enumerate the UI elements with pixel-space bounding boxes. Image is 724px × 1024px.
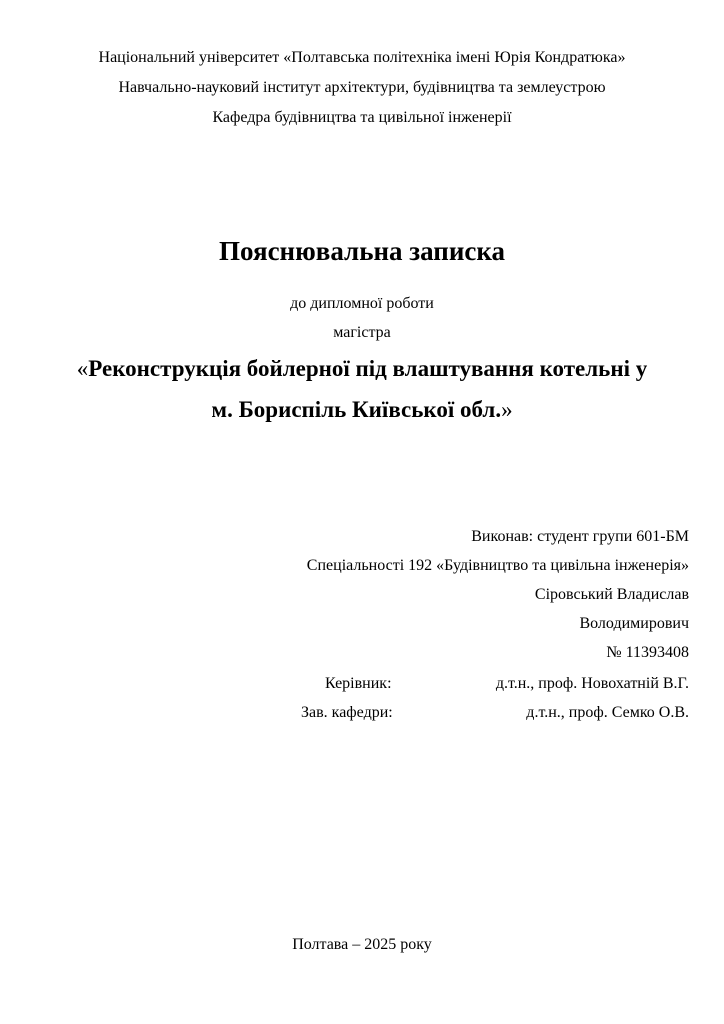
head-of-department-label: Зав. кафедри: [301, 704, 393, 721]
institute-name: Навчально-науковий інститут архітектури, будівництва та землеустрою [118, 79, 606, 96]
topic-text-1: Реконструкція бойлерної під влаштування котельні у [88, 356, 648, 381]
topic-text-2: м. Бориспіль Київської обл. [211, 397, 502, 422]
department-name: Кафедра будівництва та цивільної інженерії [212, 109, 512, 126]
university-name: Національний університет «Полтавська політехніка імені Юрія Кондратюка» [98, 49, 626, 66]
topic-line-1 [0, 354, 724, 384]
document-subtitle-work: до дипломної роботи [290, 295, 434, 312]
topic-line-2 [0, 395, 724, 425]
author-name-2: Володимирович [579, 615, 689, 632]
head-of-department-value: д.т.н., проф. Семко О.В. [526, 704, 689, 721]
author-specialty: Спеціальності 192 «Будівництво та цивільна інженерія» [306, 557, 689, 574]
document-title: Пояснювальна записка [218, 236, 506, 266]
document-subtitle-degree: магістра [333, 324, 391, 341]
student-number: № 11393408 [606, 644, 689, 661]
supervisor-value: д.т.н., проф. Новохатній В.Г. [495, 675, 689, 692]
topic-close-quote: » [501, 397, 513, 422]
supervisor-label: Керівник: [325, 675, 392, 692]
city-year: Полтава – 2025 року [292, 936, 432, 953]
author-performed-by: Виконав: студент групи 601-БМ [471, 528, 689, 545]
topic-open-quote: « [76, 356, 89, 381]
author-name-1: Сіровський Владислав [534, 586, 689, 603]
